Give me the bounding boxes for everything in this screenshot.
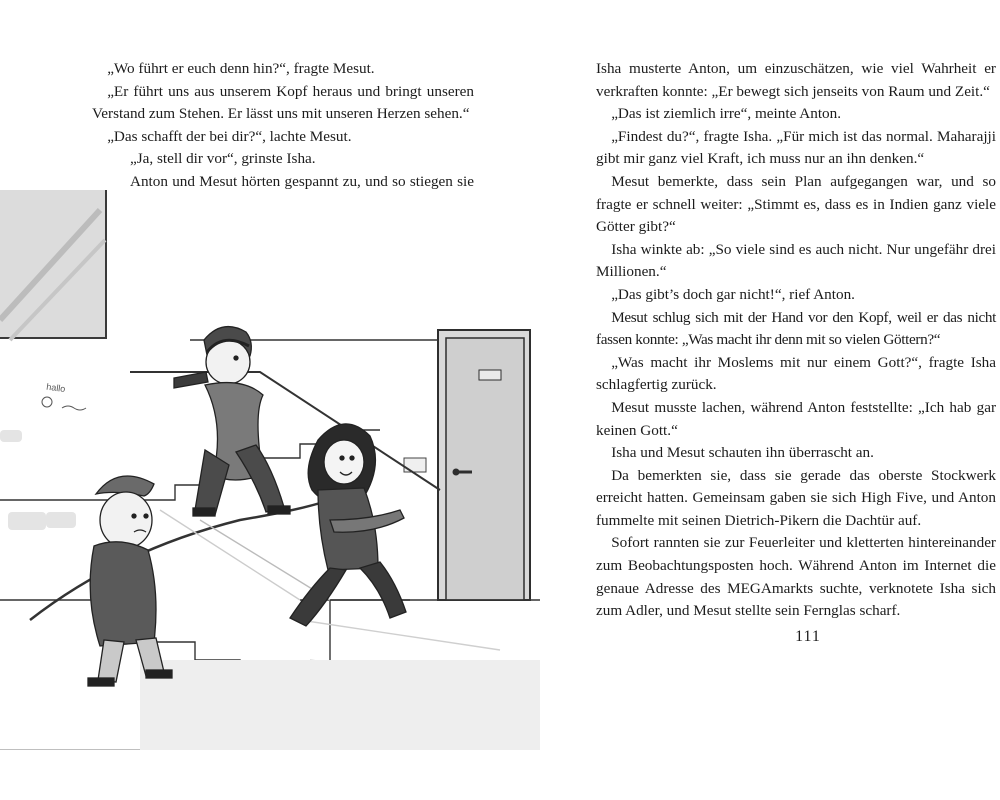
paragraph: Isha musterte Anton, um einzuschätzen, wie viel Wahrheit er verkraften konnte: „Er bewegt sich jenseits von Raum und Zeit.“	[596, 60, 996, 100]
paragraph: Anton und Mesut hörten gespannt zu, und so stiegen sie	[130, 172, 474, 190]
stairwell-illustration	[0, 190, 540, 750]
paragraph: Mesut bemerkte, dass sein Plan aufgegangen war, und so fragte er schnell weiter: „Stimmt es, dass es in Indien ganz viele Götter gibt?“	[596, 172, 996, 236]
page-number: 111	[795, 628, 821, 645]
paragraph: „Er führt uns aus unserem Kopf heraus und bringt unseren Verstand zum Stehen. Er lässt uns mit unseren Herzen sehen.“	[92, 82, 474, 123]
paragraph: „Das schafft der bei dir?“, lachte Mesut.	[107, 127, 352, 145]
paragraph: Isha winkte ab: „So viele sind es auch nicht. Nur ungefähr drei Millionen.“	[596, 240, 996, 281]
paragraph: „Findest du?“, fragte Isha. „Für mich ist das normal. Maharajji gibt mir ganz viel Kraft, ich muss nur an ihn denken.“	[596, 127, 996, 168]
paragraph: Mesut musste lachen, während Anton feststellte: „Ich hab gar keinen Gott.“	[596, 398, 996, 439]
paragraph: Isha und Mesut schauten ihn überrascht an.	[611, 444, 874, 462]
wall-scribble-text: hallo	[45, 381, 66, 395]
paragraph: „Was macht ihr Moslems mit nur einem Gott?“, fragte Isha schlagfertig zurück.	[596, 353, 996, 394]
paragraph: „Wo führt er euch denn hin?“, fragte Mesut.	[107, 60, 375, 77]
right-page-text	[596, 58, 996, 623]
door-drawing	[438, 330, 530, 600]
window-drawing	[0, 190, 106, 340]
paragraph: „Ja, stell dir vor“, grinste Isha.	[130, 150, 316, 168]
paragraph: Da bemerkten sie, dass sie gerade das oberste Stockwerk erreicht hatten. Gemeinsam gaben sie sich High Five, und Anton fummelte mit seinen Dietrich-Pikern die Dachtür auf.	[596, 466, 996, 529]
paragraph: „Das ist ziemlich irre“, meinte Anton.	[611, 105, 842, 123]
paragraph: Sofort rannten sie zur Feuerleiter und kletterten hintereinander zum Beobachtungsposten hoch. Während Anton im Internet die genaue Adresse des MEGAmarkts suchte, verknotete Isha sich zum Adler, und Mesut stellte sein Fernglas scharf.	[596, 534, 996, 620]
paragraph: Mesut schlug sich mit der Hand vor den Kopf, weil er das nicht fassen konnte: „Was macht ihr denn mit so vielen Göttern?“	[596, 308, 996, 349]
right-page	[540, 0, 1000, 800]
paragraph: „Das gibt’s doch gar nicht!“, rief Anton.	[611, 285, 855, 303]
